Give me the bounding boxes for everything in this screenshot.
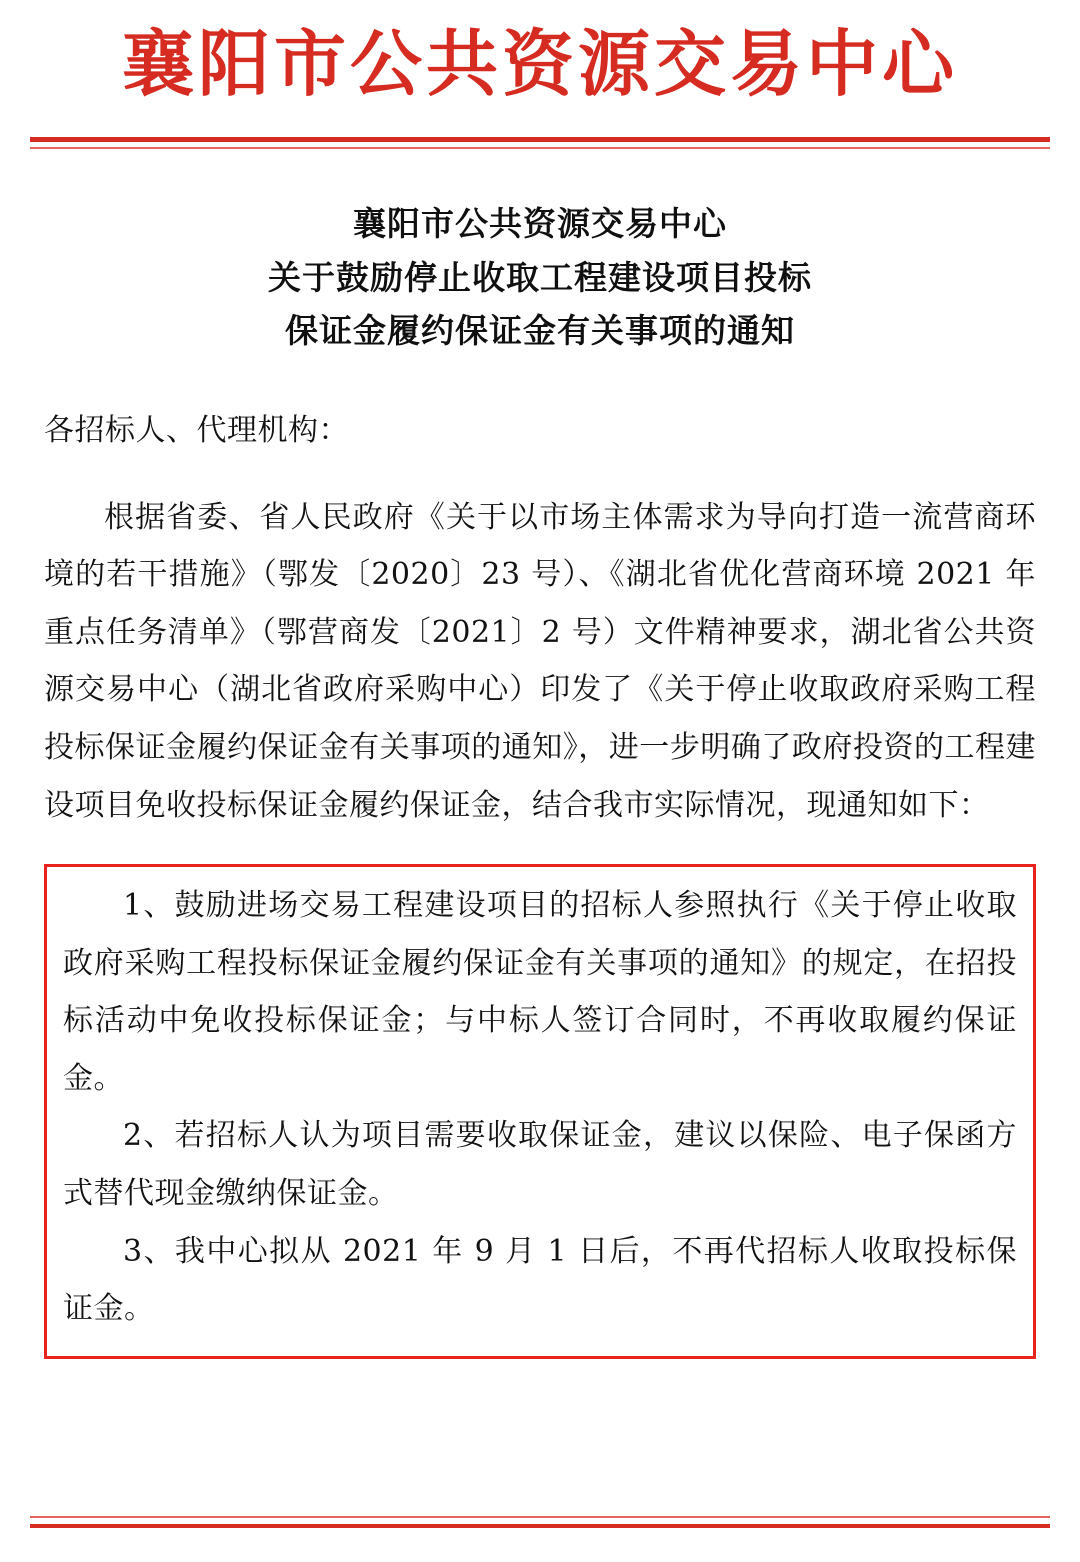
footer-thin-line [30, 1516, 1050, 1518]
salutation: 各招标人、代理机构： [44, 412, 349, 448]
footer-thick-line [30, 1524, 1050, 1528]
footer-divider [30, 1516, 1050, 1528]
clause-item-3: 3、我中心拟从 2021 年 9 月 1 日后，不再代招标人收取投标保证金。 [63, 1233, 1017, 1327]
document-title-line-1: 襄阳市公共资源交易中心 [353, 204, 727, 244]
document-title-line-2: 关于鼓励停止收取工程建设项目投标 [268, 257, 812, 297]
document-title [0, 197, 1080, 357]
highlighted-clauses-box [44, 864, 1036, 1359]
divider-thin-line [30, 147, 1050, 149]
intro-paragraph: 根据省委、省人民政府《关于以市场主体需求为导向打造一流营商环境的若干措施》（鄂发〔2020〕23 号）、《湖北省优化营商环境 2021 年重点任务清单》（鄂营商发〔2021〕2 号）文件精神要求，湖北省公共资源交易中心（湖北省政府采购中心）印发了《关于停止收取政府采购工程投标保证金履约保证金有关事项的通知》，进一步明确了政府投资的工程建设项目免收投标保证金履约保证金，结合我市实际情况，现通知如下： [44, 499, 1036, 823]
clause-item-2: 2、若招标人认为项目需要收取保证金，建议以保险、电子保函方式替代现金缴纳保证金。 [63, 1118, 1017, 1212]
document-body [0, 402, 1080, 1359]
letterhead-organization: 襄阳市公共资源交易中心 [121, 21, 958, 106]
divider-thick-line [30, 137, 1050, 142]
letterhead-divider [0, 137, 1080, 149]
document-title-line-3: 保证金履约保证金有关事项的通知 [285, 311, 795, 351]
letterhead [0, 0, 1080, 106]
clause-item-1: 1、鼓励进场交易工程建设项目的招标人参照执行《关于停止收取政府采购工程投标保证金履约保证金有关事项的通知》的规定，在招投标活动中免收投标保证金；与中标人签订合同时，不再收取履约保证金。 [63, 888, 1017, 1096]
